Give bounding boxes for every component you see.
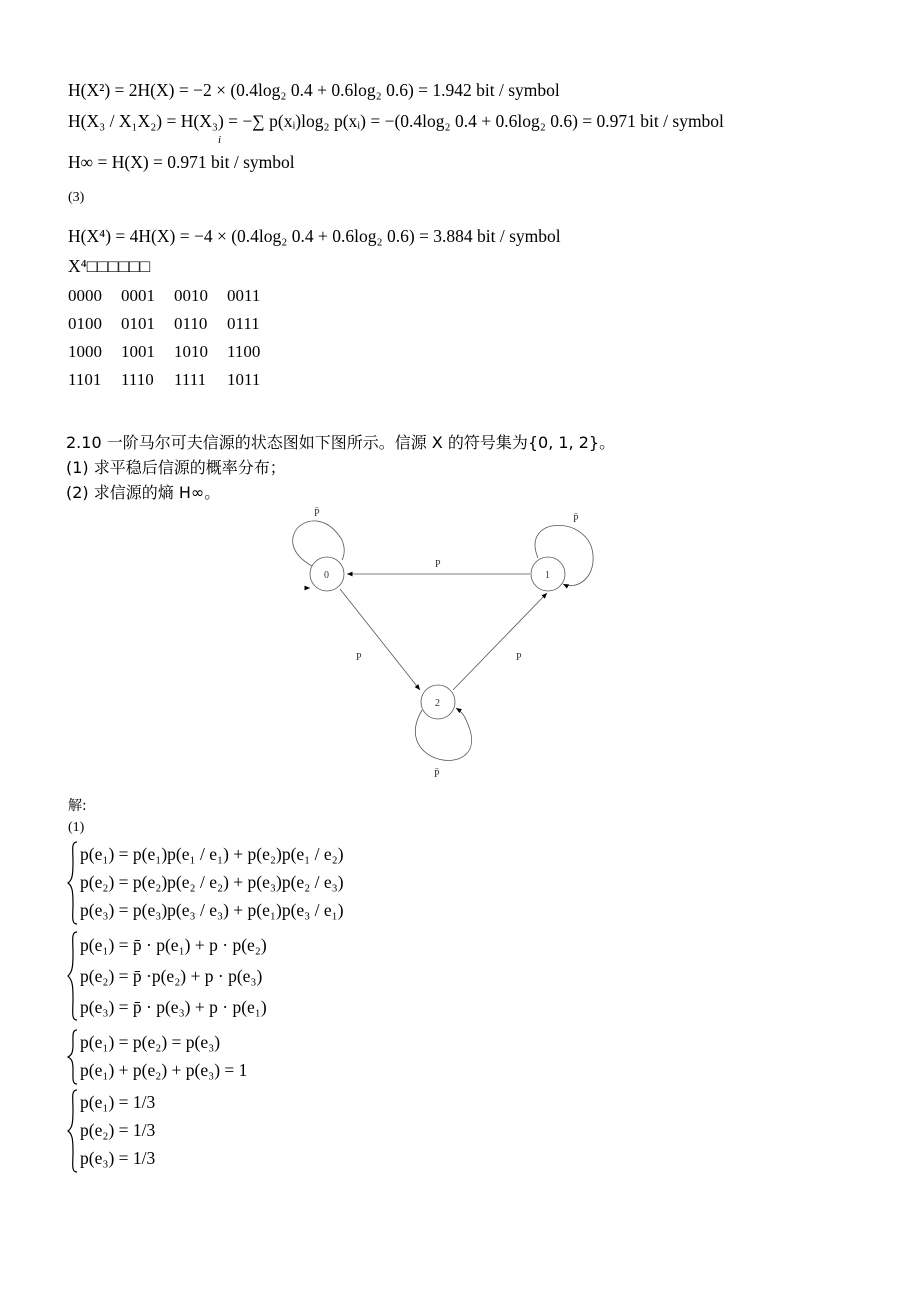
solution-label: 解: xyxy=(68,798,87,814)
equation-line: p(e₁) = p̄ · p(e₁) + p · p(e₂) xyxy=(80,935,267,955)
self-loop-1 xyxy=(535,525,593,585)
equation-joint-entropy-x2: H(X²) = 2H(X) = −2 × (0.4log₂ 0.4 + 0.6log₂ 0.6) = 1.942 bit / symbol xyxy=(68,80,560,100)
equation-line: p(e₃) = p̄ · p(e₃) + p · p(e₁) xyxy=(80,997,267,1017)
codeword: 0001 xyxy=(121,286,155,305)
codeword: 1100 xyxy=(227,342,261,361)
codeword: 1111 xyxy=(174,370,207,389)
left-brace-icon xyxy=(66,1088,80,1174)
codeword-row xyxy=(68,366,280,394)
equation-line: p(e₁) = p(e₁)p(e₁ / e₁) + p(e₂)p(e₁ / e₂) xyxy=(80,844,344,864)
left-brace-icon xyxy=(66,1028,80,1086)
codeword: 1101 xyxy=(68,370,102,389)
codeword: 0010 xyxy=(174,286,208,305)
edge-0-to-2 xyxy=(340,589,420,690)
state-label-1: 1 xyxy=(545,570,550,581)
markov-state-diagram xyxy=(270,500,610,790)
codeword: 0110 xyxy=(174,314,208,333)
codeword: 1000 xyxy=(68,342,102,361)
equation-line: p(e₁) = 1/3 xyxy=(80,1092,156,1112)
codeword: 0011 xyxy=(227,286,261,305)
codeword: 0100 xyxy=(68,314,102,333)
edge-label-2-1: P xyxy=(516,652,522,663)
equation-line: p(e₂) = p(e₂)p(e₂ / e₂) + p(e₃)p(e₂ / e₃) xyxy=(80,872,344,892)
codeword: 0111 xyxy=(227,314,260,333)
loop-label-1: P̄ xyxy=(573,514,579,525)
loop-label-2: P̄ xyxy=(434,769,440,780)
edge-label-0-2: P xyxy=(356,652,362,663)
equation-conditional-entropy: H(X₃ / X₁X₂) = H(X₃) = −∑ p(xᵢ)log₂ p(xᵢ) = −(0.4log₂ 0.4 + 0.6log₂ 0.6) = 0.971 bit / symbol xyxy=(68,111,724,131)
part-3-label: (3) xyxy=(68,190,85,205)
equation-entropy-rate: H∞ = H(X) = 0.971 bit / symbol xyxy=(68,152,295,172)
equation-line: p(e₁) = p(e₂) = p(e₃) xyxy=(80,1032,221,1052)
question-2: (2) 求信源的熵 H∞。 xyxy=(66,483,221,502)
problem-title: 2.10 一阶马尔可夫信源的状态图如下图所示。信源 X 的符号集为{0, 1, 2}。 xyxy=(66,433,616,452)
loop-label-0: P̄ xyxy=(314,508,320,519)
left-brace-icon xyxy=(66,930,80,1022)
equation-line: p(e₁) + p(e₂) + p(e₃) = 1 xyxy=(80,1060,248,1080)
equation-system-1 xyxy=(66,840,344,924)
equation-joint-entropy-x4: H(X⁴) = 4H(X) = −4 × (0.4log₂ 0.4 + 0.6log₂ 0.6) = 3.884 bit / symbol xyxy=(68,226,561,246)
codeword-row xyxy=(68,282,280,310)
question-1: (1) 求平稳后信源的概率分布； xyxy=(66,458,286,477)
solution-part-1-label: (1) xyxy=(68,820,85,835)
equation-line: p(e₃) = 1/3 xyxy=(80,1148,156,1168)
codeword: 0000 xyxy=(68,286,102,305)
equation-system-2 xyxy=(66,930,267,1023)
state-label-2: 2 xyxy=(435,698,440,709)
edge-2-to-1 xyxy=(453,593,547,690)
equation-system-3 xyxy=(66,1028,247,1084)
equation-line: p(e₂) = 1/3 xyxy=(80,1120,156,1140)
equation-system-4 xyxy=(66,1088,155,1172)
summation-index: i xyxy=(218,134,222,146)
equation-line: p(e₃) = p(e₃)p(e₃ / e₃) + p(e₁)p(e₃ / e₁) xyxy=(80,900,344,920)
x4-codewords-caption: X⁴□□□□□□ xyxy=(68,256,151,276)
codeword: 1001 xyxy=(121,342,155,361)
state-label-0: 0 xyxy=(324,570,329,581)
codeword: 1010 xyxy=(174,342,208,361)
codeword-table xyxy=(68,282,280,394)
codeword: 1011 xyxy=(227,370,261,389)
self-loop-2 xyxy=(415,708,471,760)
equation-line: p(e₂) = p̄ ·p(e₂) + p · p(e₃) xyxy=(80,966,263,986)
codeword-row xyxy=(68,338,280,366)
codeword-row xyxy=(68,310,280,338)
left-brace-icon xyxy=(66,840,80,926)
codeword: 1110 xyxy=(121,370,154,389)
edge-label-1-0: P xyxy=(435,559,441,570)
codeword: 0101 xyxy=(121,314,155,333)
